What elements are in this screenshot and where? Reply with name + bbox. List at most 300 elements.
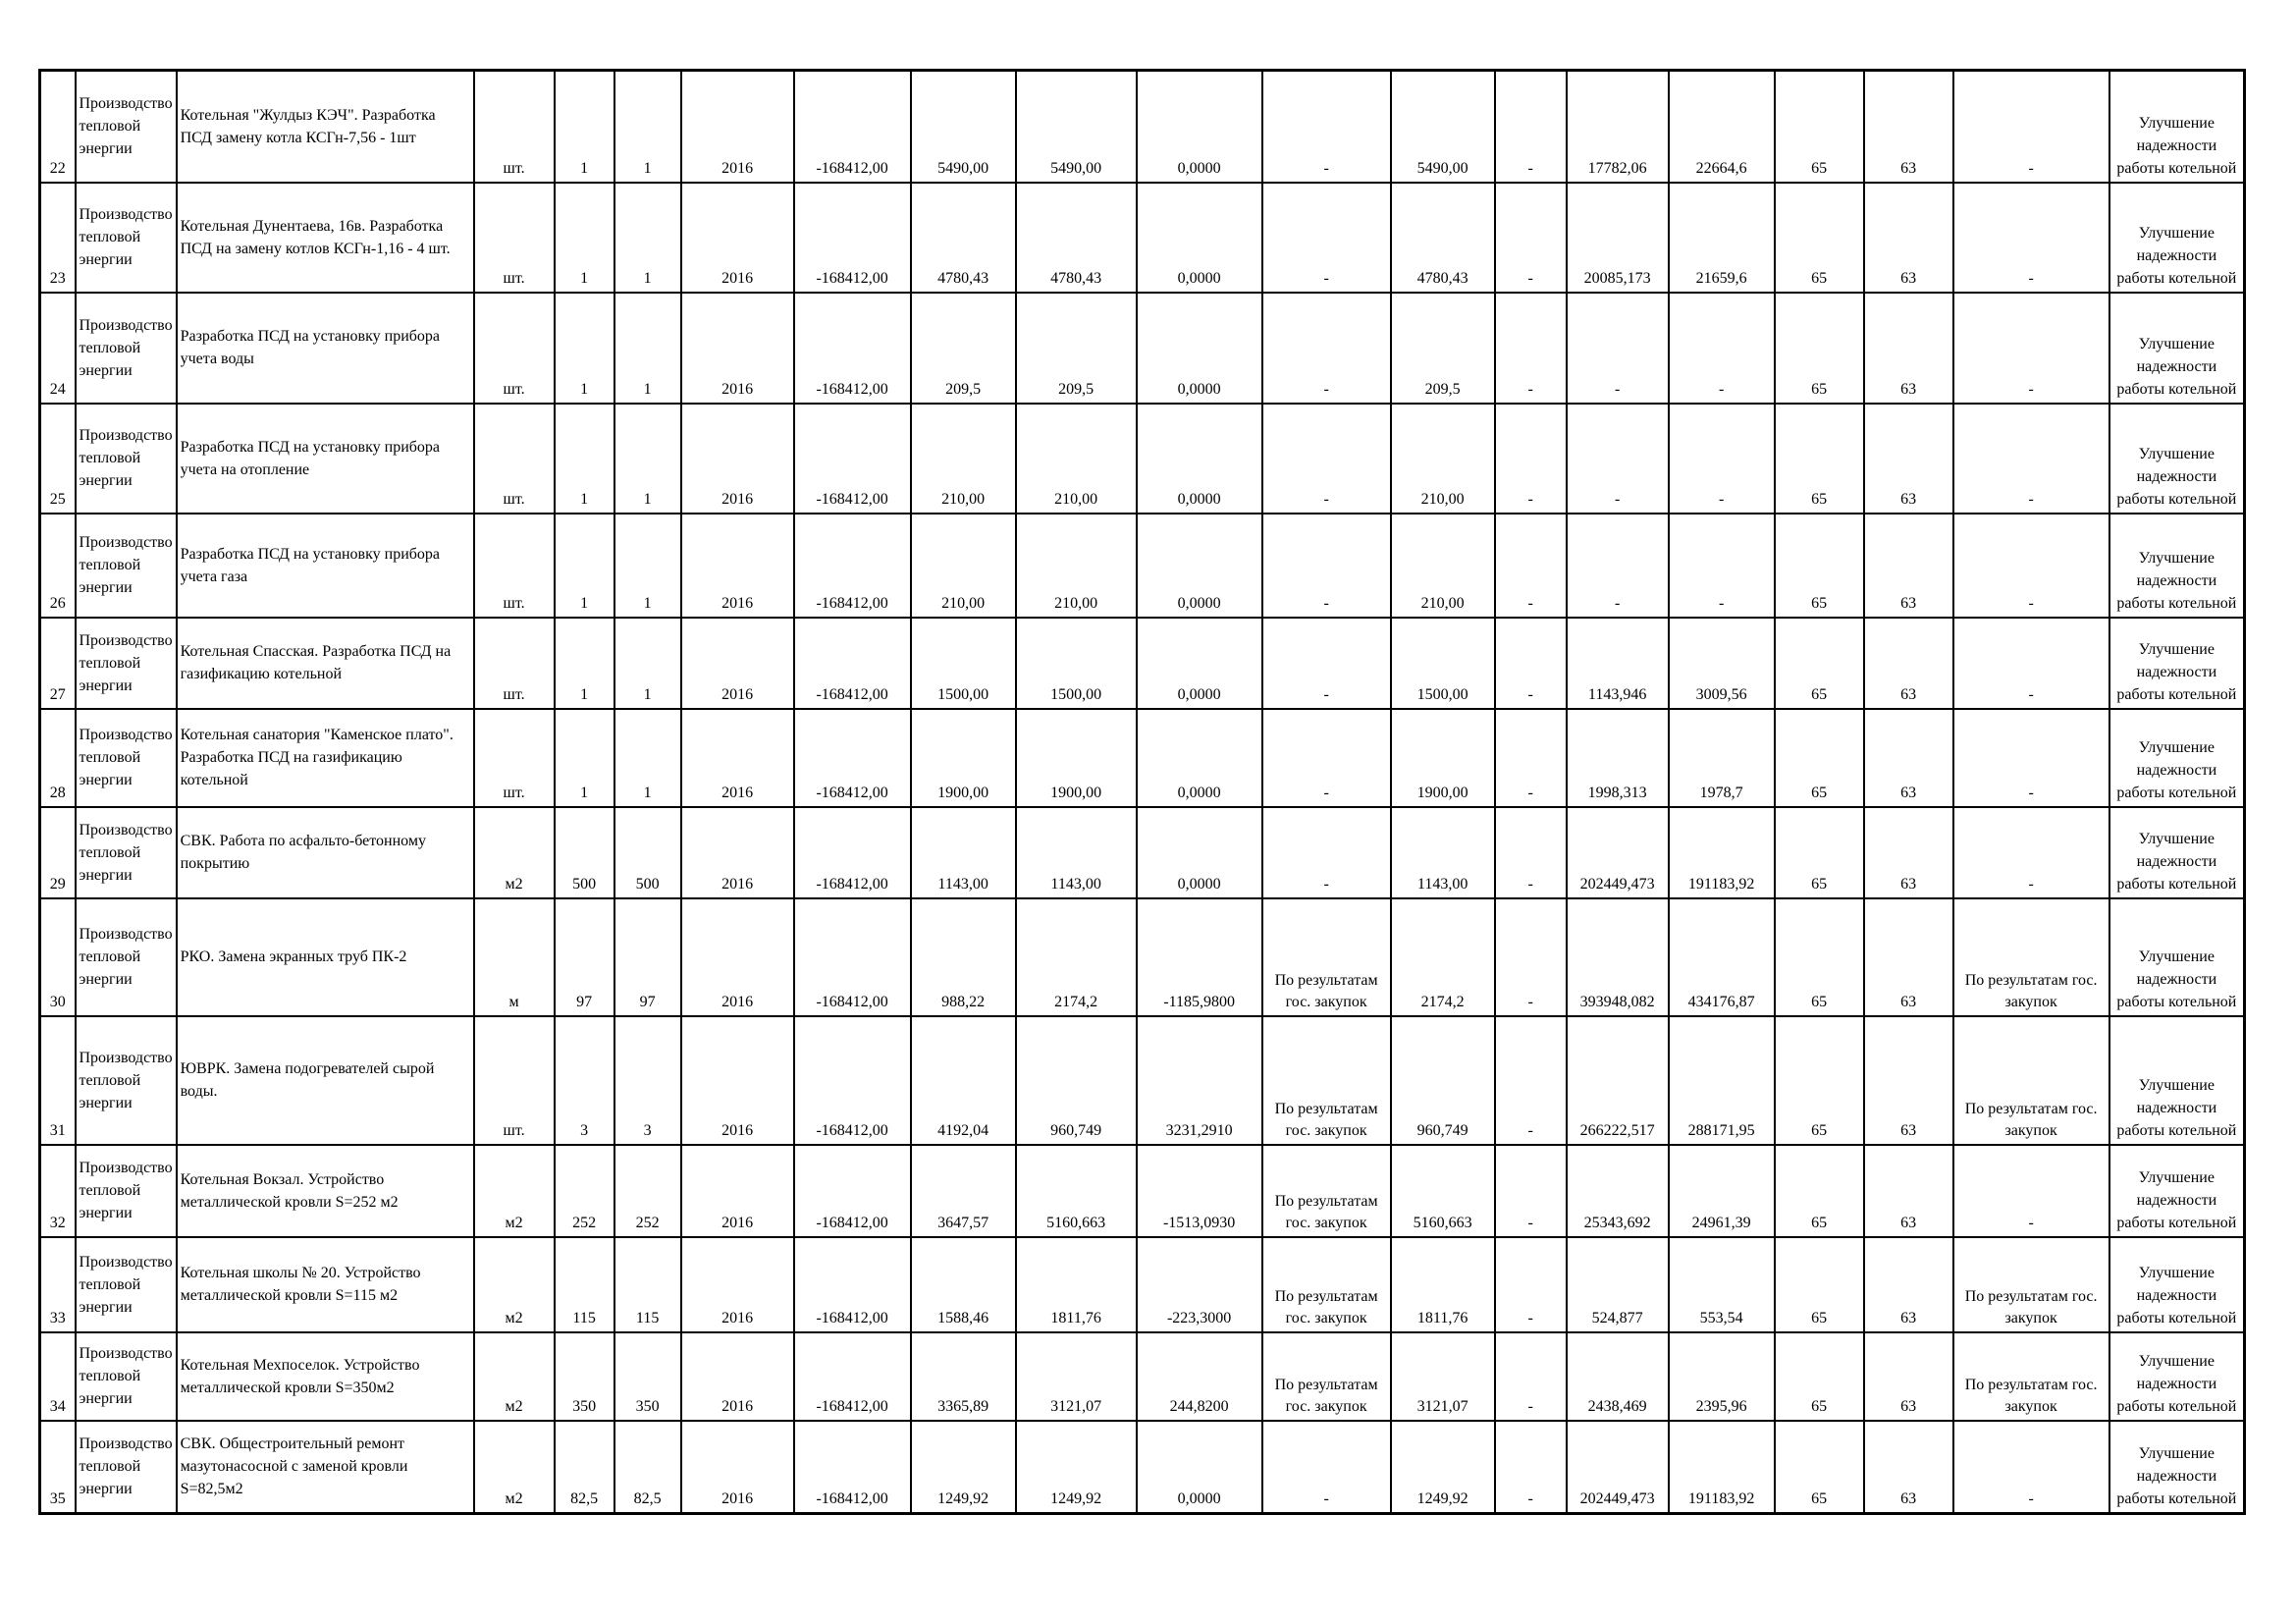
indicator-before-cell [1567, 618, 1669, 709]
n-text: 25 [49, 490, 66, 508]
year-text: 2016 [721, 490, 754, 508]
reason-cell [1953, 709, 2109, 807]
table-row [40, 293, 2245, 404]
quantity-fact-cell [614, 1237, 681, 1332]
goal-text: Улучшение надежности работы котельной [2116, 830, 2237, 893]
c14-text: 553,54 [1699, 1309, 1743, 1326]
c7-text: 3647,57 [937, 1214, 989, 1231]
note2-text: - [2028, 380, 2034, 398]
indicator-before-cell [1567, 514, 1669, 618]
row-number [40, 709, 76, 807]
note2-text: - [2028, 159, 2034, 177]
note1-text: - [1323, 1490, 1329, 1507]
c12-text: - [1527, 380, 1533, 398]
amount-cell [794, 183, 911, 293]
q1-text: 1 [580, 784, 589, 801]
unit-cell [474, 807, 555, 898]
c15-text: 65 [1811, 993, 1828, 1010]
wear-after-cell [1864, 293, 1953, 404]
q2-text: 252 [635, 1214, 660, 1231]
fact-cost-cell [1016, 1237, 1137, 1332]
table-row [40, 1237, 2245, 1332]
note2-text: - [2028, 594, 2034, 612]
c7-text: 209,5 [945, 380, 982, 398]
unit-cell [474, 183, 555, 293]
c7-text: 210,00 [941, 594, 986, 612]
reason-cell [1953, 807, 2109, 898]
c8-text: 3121,07 [1050, 1397, 1102, 1415]
year-text: 2016 [721, 1121, 754, 1139]
table-row [40, 1145, 2245, 1237]
sector-text: Производство тепловой энергии [79, 1049, 173, 1111]
unit-text: м2 [505, 1309, 523, 1326]
sector-text: Производство тепловой энергии [79, 1435, 173, 1498]
financing-cell [1391, 404, 1495, 514]
dash-cell [1495, 709, 1567, 807]
c15-text: 65 [1811, 1309, 1828, 1326]
c16-text: 63 [1900, 1309, 1917, 1326]
amount-cell [794, 618, 911, 709]
c12-text: - [1527, 594, 1533, 612]
note2-text: По результатам гос. закупок [1964, 971, 2098, 1010]
plan-cost-cell [911, 1421, 1016, 1514]
quantity-fact-cell [614, 709, 681, 807]
c6-text: -168412,00 [816, 1490, 888, 1507]
description-cell [177, 71, 474, 183]
wear-after-cell [1864, 183, 1953, 293]
c13-text: 202449,473 [1579, 875, 1655, 893]
goal-text: Улучшение надежности работы котельной [2116, 445, 2237, 508]
wear-before-cell [1775, 898, 1864, 1016]
c7-text: 4192,04 [937, 1121, 989, 1139]
financing-cell [1391, 1421, 1495, 1514]
quantity-plan-cell [555, 1332, 614, 1421]
c11-text: 1249,92 [1416, 1490, 1468, 1507]
wear-before-cell [1775, 709, 1864, 807]
description-cell [177, 293, 474, 404]
deviation-cell [1137, 898, 1262, 1016]
sector-cell [76, 1145, 177, 1237]
c14-text: - [1718, 380, 1725, 398]
row-number [40, 1421, 76, 1514]
table-body [40, 71, 2245, 1514]
indicator-after-cell [1669, 71, 1775, 183]
indicator-before-cell [1567, 1332, 1669, 1421]
deviation-cell [1137, 807, 1262, 898]
indicator-before-cell [1567, 807, 1669, 898]
q1-text: 82,5 [570, 1490, 599, 1507]
sector-text: Производство тепловой энергии [79, 1160, 173, 1221]
c12-text: - [1527, 269, 1533, 287]
c8-text: 2174,2 [1054, 993, 1098, 1010]
unit-cell [474, 898, 555, 1016]
q1-text: 115 [572, 1309, 596, 1326]
plan-cost-cell [911, 807, 1016, 898]
unit-cell [474, 1237, 555, 1332]
c16-text: 63 [1900, 685, 1917, 703]
indicator-after-cell [1669, 1016, 1775, 1145]
dash-cell [1495, 404, 1567, 514]
year-cell [681, 807, 794, 898]
dash-cell [1495, 71, 1567, 183]
indicator-after-cell [1669, 404, 1775, 514]
description-cell [177, 1016, 474, 1145]
c13-text: 17782,06 [1587, 159, 1647, 177]
deviation-cell [1137, 1421, 1262, 1514]
goal-text: Улучшение надежности работы котельной [2116, 1168, 2237, 1231]
q2-text: 1 [643, 159, 652, 177]
deviation-reason-cell [1262, 1145, 1391, 1237]
wear-after-cell [1864, 1016, 1953, 1145]
note2-text: - [2028, 875, 2034, 893]
year-cell [681, 183, 794, 293]
c11-text: 960,749 [1416, 1121, 1468, 1139]
quantity-plan-cell [555, 404, 614, 514]
quantity-plan-cell [555, 1016, 614, 1145]
goal-text: Улучшение надежности работы котельной [2116, 1445, 2237, 1507]
amount-cell [794, 709, 911, 807]
c8-text: 1249,92 [1050, 1490, 1102, 1507]
c8-text: 1811,76 [1050, 1309, 1101, 1326]
financing-cell [1391, 709, 1495, 807]
c15-text: 65 [1811, 1121, 1828, 1139]
c11-text: 5490,00 [1416, 159, 1468, 177]
unit-text: м2 [505, 1214, 523, 1231]
unit-cell [474, 514, 555, 618]
quantity-fact-cell [614, 898, 681, 1016]
deviation-cell [1137, 1145, 1262, 1237]
wear-after-cell [1864, 71, 1953, 183]
fact-cost-cell [1016, 514, 1137, 618]
amount-cell [794, 1145, 911, 1237]
plan-cost-cell [911, 618, 1016, 709]
indicator-before-cell [1567, 1016, 1669, 1145]
fact-cost-cell [1016, 1145, 1137, 1237]
c11-text: 1900,00 [1416, 784, 1468, 801]
table-row [40, 1421, 2245, 1514]
description-cell [177, 1145, 474, 1237]
c6-text: -168412,00 [816, 1309, 888, 1326]
c13-text: - [1614, 594, 1621, 612]
amount-cell [794, 1237, 911, 1332]
financing-cell [1391, 183, 1495, 293]
c7-text: 1500,00 [937, 685, 989, 703]
unit-cell [474, 293, 555, 404]
c13-text: 266222,517 [1579, 1121, 1655, 1139]
goal-cell [2109, 1421, 2245, 1514]
unit-text: шт. [503, 784, 525, 801]
quantity-plan-cell [555, 898, 614, 1016]
c9-text: 0,0000 [1177, 490, 1221, 508]
plan-cost-cell [911, 404, 1016, 514]
note1-text: - [1323, 269, 1329, 287]
sector-cell [76, 71, 177, 183]
desc-text: Разработка ПСД на установку прибора учета на отопление [180, 438, 441, 478]
quantity-fact-cell [614, 1145, 681, 1237]
wear-before-cell [1775, 514, 1864, 618]
c14-text: - [1718, 490, 1725, 508]
deviation-reason-cell [1262, 1237, 1391, 1332]
n-text: 22 [49, 159, 66, 177]
wear-after-cell [1864, 898, 1953, 1016]
year-text: 2016 [721, 1490, 754, 1507]
c15-text: 65 [1811, 380, 1828, 398]
fact-cost-cell [1016, 898, 1137, 1016]
q1-text: 350 [572, 1397, 597, 1415]
c15-text: 65 [1811, 1214, 1828, 1231]
table-row [40, 807, 2245, 898]
sector-text: Производство тепловой энергии [79, 631, 173, 694]
goal-cell [2109, 71, 2245, 183]
unit-cell [474, 1421, 555, 1514]
note2-text: По результатам гос. закупок [1964, 1376, 2098, 1415]
c15-text: 65 [1811, 594, 1828, 612]
table-row [40, 183, 2245, 293]
wear-before-cell [1775, 293, 1864, 404]
c15-text: 65 [1811, 685, 1828, 703]
note1-text: По результатам гос. закупок [1274, 1287, 1378, 1326]
n-text: 27 [49, 685, 66, 703]
table-row [40, 404, 2245, 514]
dash-cell [1495, 898, 1567, 1016]
c11-text: 210,00 [1420, 594, 1465, 612]
goal-cell [2109, 1016, 2245, 1145]
deviation-reason-cell [1262, 293, 1391, 404]
quantity-fact-cell [614, 1421, 681, 1514]
c6-text: -168412,00 [816, 269, 888, 287]
c9-text: 0,0000 [1177, 159, 1221, 177]
c13-text: 20085,173 [1583, 269, 1651, 287]
quantity-plan-cell [555, 618, 614, 709]
description-cell [177, 404, 474, 514]
quantity-fact-cell [614, 71, 681, 183]
reason-cell [1953, 618, 2109, 709]
unit-cell [474, 1016, 555, 1145]
financing-cell [1391, 807, 1495, 898]
plan-cost-cell [911, 1237, 1016, 1332]
c14-text: 21659,6 [1695, 269, 1747, 287]
reason-cell [1953, 293, 2109, 404]
deviation-reason-cell [1262, 71, 1391, 183]
n-text: 29 [49, 875, 66, 893]
c8-text: 1500,00 [1050, 685, 1102, 703]
wear-before-cell [1775, 807, 1864, 898]
sector-text: Производство тепловой энергии [79, 727, 173, 788]
dash-cell [1495, 1421, 1567, 1514]
quantity-plan-cell [555, 807, 614, 898]
unit-cell [474, 1332, 555, 1421]
c9-text: -223,3000 [1166, 1309, 1232, 1326]
note1-text: - [1323, 875, 1329, 893]
wear-after-cell [1864, 1145, 1953, 1237]
fact-cost-cell [1016, 618, 1137, 709]
c12-text: - [1527, 685, 1533, 703]
sector-cell [76, 1237, 177, 1332]
c9-text: 0,0000 [1177, 594, 1221, 612]
goal-text: Улучшение надежности работы котельной [2116, 640, 2237, 703]
plan-cost-cell [911, 1145, 1016, 1237]
c6-text: -168412,00 [816, 784, 888, 801]
c16-text: 63 [1900, 1121, 1917, 1139]
indicator-after-cell [1669, 1145, 1775, 1237]
goal-text: Улучшение надежности работы котельной [2116, 1264, 2237, 1326]
c14-text: 22664,6 [1695, 159, 1747, 177]
desc-text: Котельная Спасская. Разработка ПСД на газификацию котельной [180, 643, 452, 682]
goal-cell [2109, 1237, 2245, 1332]
year-text: 2016 [721, 1309, 754, 1326]
desc-text: Котельная Дунентаева, 16в. Разработка ПСД на замену котлов КСГн-1,16 - 4 шт. [180, 217, 451, 257]
c13-text: 393948,082 [1579, 993, 1655, 1010]
row-number [40, 1237, 76, 1332]
indicator-after-cell [1669, 514, 1775, 618]
indicator-before-cell [1567, 898, 1669, 1016]
note1-text: По результатам гос. закупок [1274, 1192, 1378, 1231]
note2-text: - [2028, 685, 2034, 703]
reason-cell [1953, 1421, 2109, 1514]
deviation-reason-cell [1262, 183, 1391, 293]
q2-text: 1 [643, 380, 652, 398]
c9-text: 0,0000 [1177, 685, 1221, 703]
deviation-reason-cell [1262, 807, 1391, 898]
wear-before-cell [1775, 404, 1864, 514]
c14-text: 3009,56 [1695, 685, 1747, 703]
sector-text: Производство тепловой энергии [79, 534, 173, 596]
row-number [40, 898, 76, 1016]
c8-text: 210,00 [1054, 594, 1098, 612]
desc-text: Котельная санатория "Каменское плато". Разработка ПСД на газификацию котельной [180, 727, 454, 788]
n-text: 35 [49, 1490, 66, 1507]
c9-text: 0,0000 [1177, 784, 1221, 801]
q2-text: 97 [639, 993, 656, 1010]
unit-cell [474, 709, 555, 807]
c16-text: 63 [1900, 784, 1917, 801]
financing-cell [1391, 1016, 1495, 1145]
c6-text: -168412,00 [816, 490, 888, 508]
goal-text: Улучшение надежности работы котельной [2116, 738, 2237, 801]
plan-cost-cell [911, 1332, 1016, 1421]
row-number [40, 71, 76, 183]
year-text: 2016 [721, 993, 754, 1010]
year-text: 2016 [721, 685, 754, 703]
dash-cell [1495, 1016, 1567, 1145]
c11-text: 4780,43 [1416, 269, 1468, 287]
indicator-after-cell [1669, 807, 1775, 898]
goal-cell [2109, 807, 2245, 898]
row-number [40, 1016, 76, 1145]
row-number [40, 404, 76, 514]
quantity-plan-cell [555, 183, 614, 293]
q1-text: 1 [580, 380, 589, 398]
note1-text: - [1323, 594, 1329, 612]
financing-cell [1391, 618, 1495, 709]
q1-text: 252 [572, 1214, 597, 1231]
financing-cell [1391, 1332, 1495, 1421]
c15-text: 65 [1811, 1490, 1828, 1507]
goal-cell [2109, 1332, 2245, 1421]
unit-text: шт. [503, 490, 525, 508]
year-cell [681, 404, 794, 514]
year-cell [681, 898, 794, 1016]
deviation-cell [1137, 709, 1262, 807]
quantity-plan-cell [555, 293, 614, 404]
c16-text: 63 [1900, 269, 1917, 287]
c12-text: - [1527, 159, 1533, 177]
c16-text: 63 [1900, 594, 1917, 612]
wear-before-cell [1775, 1332, 1864, 1421]
deviation-cell [1137, 71, 1262, 183]
c13-text: - [1614, 490, 1621, 508]
note1-text: - [1323, 490, 1329, 508]
amount-cell [794, 404, 911, 514]
table-row [40, 898, 2245, 1016]
wear-after-cell [1864, 709, 1953, 807]
c7-text: 1249,92 [937, 1490, 989, 1507]
dash-cell [1495, 1145, 1567, 1237]
financing-cell [1391, 71, 1495, 183]
amount-cell [794, 1016, 911, 1145]
unit-text: м2 [505, 1490, 523, 1507]
q2-text: 1 [643, 594, 652, 612]
quantity-fact-cell [614, 1332, 681, 1421]
desc-text: СВК. Общестроительный ремонт мазутонасосной с заменой кровли S=82,5м2 [180, 1435, 408, 1498]
q2-text: 115 [635, 1309, 660, 1326]
sector-text: Производство тепловой энергии [79, 206, 173, 268]
fact-cost-cell [1016, 1332, 1137, 1421]
wear-before-cell [1775, 1237, 1864, 1332]
c15-text: 65 [1811, 490, 1828, 508]
indicator-after-cell [1669, 293, 1775, 404]
table-row [40, 1332, 2245, 1421]
c16-text: 63 [1900, 159, 1917, 177]
indicator-before-cell [1567, 404, 1669, 514]
wear-after-cell [1864, 514, 1953, 618]
note2-text: - [2028, 269, 2034, 287]
c12-text: - [1527, 993, 1533, 1010]
q1-text: 1 [580, 594, 589, 612]
c6-text: -168412,00 [816, 380, 888, 398]
c7-text: 1900,00 [937, 784, 989, 801]
desc-text: Котельная Вокзал. Устройство металлической кровли S=252 м2 [180, 1170, 399, 1211]
c7-text: 1143,00 [937, 875, 988, 893]
year-text: 2016 [721, 380, 754, 398]
sector-cell [76, 807, 177, 898]
sector-text: Производство тепловой энергии [79, 821, 173, 884]
indicator-after-cell [1669, 618, 1775, 709]
indicator-before-cell [1567, 71, 1669, 183]
deviation-reason-cell [1262, 709, 1391, 807]
dash-cell [1495, 1237, 1567, 1332]
note2-text: - [2028, 1490, 2034, 1507]
wear-after-cell [1864, 807, 1953, 898]
q1-text: 3 [580, 1121, 589, 1139]
table-row [40, 514, 2245, 618]
q2-text: 3 [643, 1121, 652, 1139]
indicator-before-cell [1567, 1145, 1669, 1237]
quantity-plan-cell [555, 71, 614, 183]
plan-cost-cell [911, 183, 1016, 293]
quantity-fact-cell [614, 514, 681, 618]
c15-text: 65 [1811, 159, 1828, 177]
quantity-fact-cell [614, 618, 681, 709]
deviation-reason-cell [1262, 1016, 1391, 1145]
c7-text: 3365,89 [937, 1397, 989, 1415]
year-text: 2016 [721, 269, 754, 287]
dash-cell [1495, 618, 1567, 709]
c12-text: - [1527, 1397, 1533, 1415]
goal-text: Улучшение надежности работы котельной [2116, 224, 2237, 287]
year-text: 2016 [721, 594, 754, 612]
c13-text: 1143,946 [1587, 685, 1647, 703]
